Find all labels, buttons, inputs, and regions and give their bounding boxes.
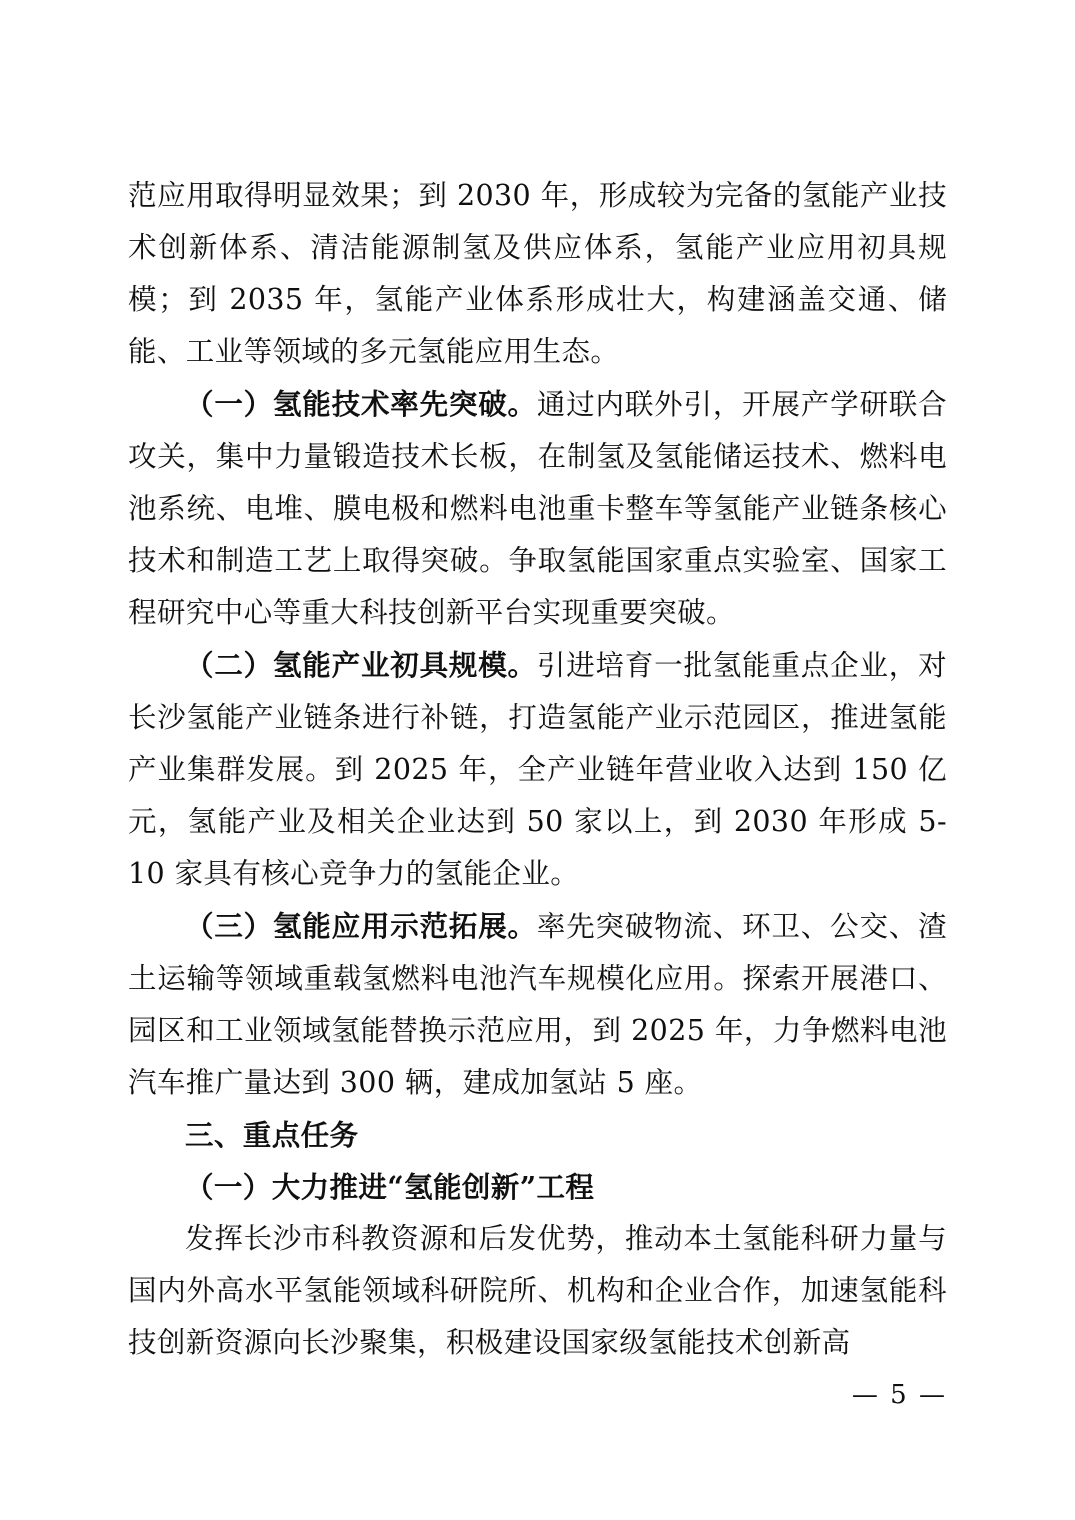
paragraph-2-lead: （一）氢能技术率先突破。: [185, 387, 537, 421]
document-body: [128, 170, 947, 1369]
paragraph-1: 范应用取得明显效果；到 2030 年，形成较为完备的氢能产业技术创新体系、清洁能源制氢及供应体系，氢能产业应用初具规模；到 2035 年，氢能产业体系形成壮大，构建涵盖交通、储能、工业等领域的多元氢能应用生态。: [128, 179, 947, 368]
paragraph-4-lead: （三）氢能应用示范拓展。: [185, 909, 537, 943]
paragraph-2-text: 通过内联外引，开展产学研联合攻关，集中力量锻造技术长板，在制氢及氢能储运技术、燃料电池系统、电堆、膜电极和燃料电池重卡整车等氢能产业链条核心技术和制造工艺上取得突破。争取氢能国家重点实验室、国家工程研究中心等重大科技创新平台实现重要突破。: [128, 388, 947, 629]
paragraph-5: 发挥长沙市科教资源和后发优势，推动本土氢能科研力量与国内外高水平氢能领域科研院所、机构和企业合作，加速氢能科技创新资源向长沙聚集，积极建设国家级氢能技术创新高: [128, 1222, 947, 1359]
paragraph-4-text: 率先突破物流、环卫、公交、渣土运输等领域重载氢燃料电池汽车规模化应用。探索开展港口、园区和工业领域氢能替换示范应用，到 2025 年，力争燃料电池汽车推广量达到 300 辆，建成加氢站 5 座。: [128, 910, 947, 1099]
paragraph-4: [128, 900, 947, 1109]
paragraph-3-lead: （二）氢能产业初具规模。: [185, 648, 537, 682]
page-number: — 5 —: [851, 1380, 947, 1410]
paragraph-2: [128, 378, 947, 639]
paragraph-3-text: 引进培育一批氢能重点企业，对长沙氢能产业链条进行补链，打造氢能产业示范园区，推进氢能产业集群发展。到 2025 年，全产业链年营业收入达到 150 亿元，氢能产业及相关企业达到 50 家以上，到 2030 年形成 5-10 家具有核心竞争力的氢能企业。: [128, 649, 947, 890]
sub-heading-hydrogen-innovation: （一）大力推进“氢能创新”工程: [185, 1170, 595, 1204]
paragraph-3: [128, 639, 947, 900]
section-heading-key-tasks: 三、重点任务: [185, 1118, 359, 1152]
